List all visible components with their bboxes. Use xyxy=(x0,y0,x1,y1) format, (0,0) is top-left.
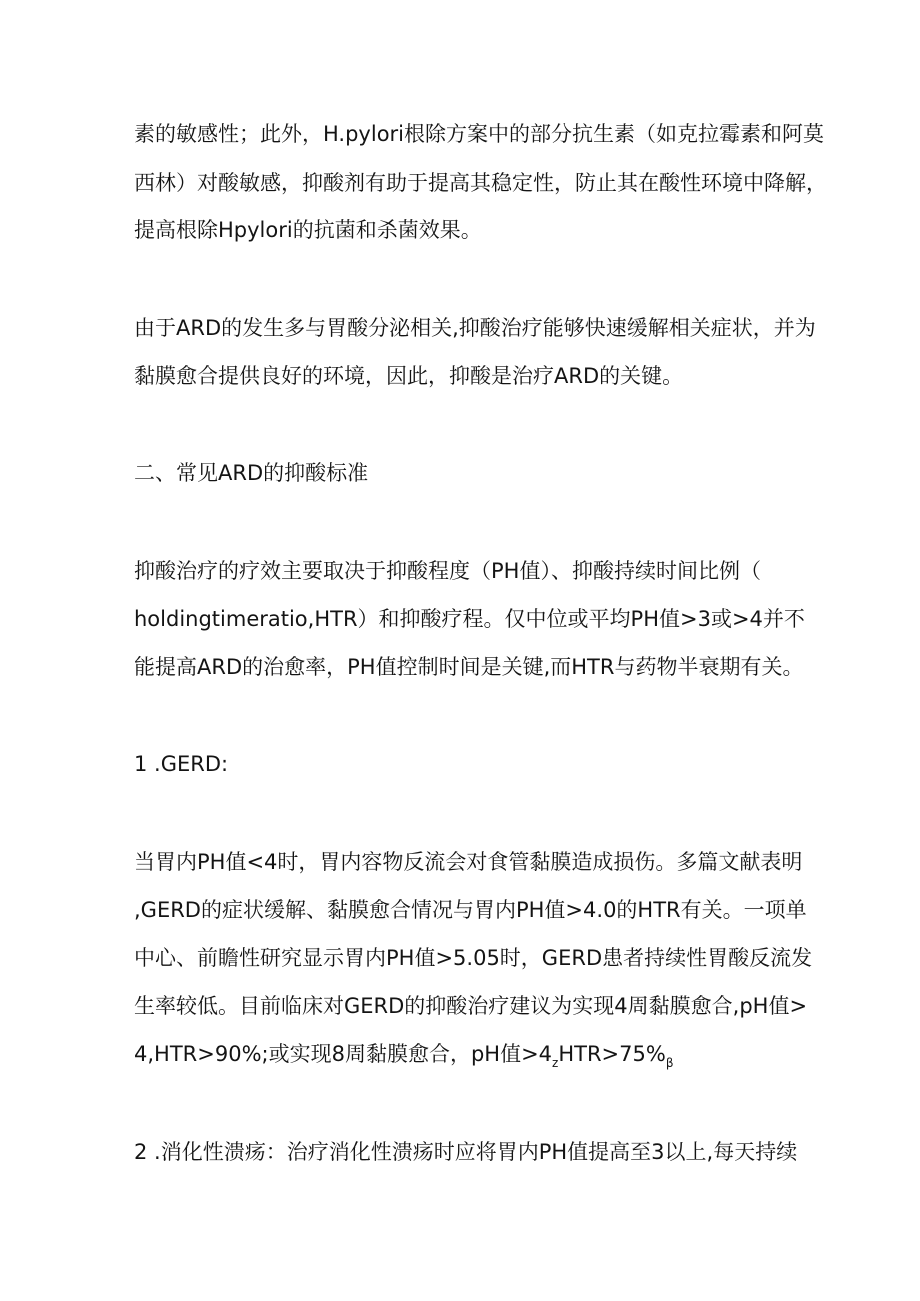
paragraph-2-line-1: 由于ARD的发生多与胃酸分泌相关,抑酸治疗能够快速缓解相关症状，并为 xyxy=(134,316,816,340)
paragraph-3-line-2: holdingtimeratio,HTR）和抑酸疗程。仅中位或平均PH值>3或>4并不 xyxy=(134,607,805,631)
list-item-gerd: 1 .GERD: xyxy=(134,752,229,776)
paragraph-4-line-3: 中心、前瞻性研究显示胃内PH值>5.05时，GERD患者持续性胃酸反流发 xyxy=(134,946,813,970)
paragraph-4-line-5-part-a: 4,HTR>90%;或实现8周黏膜愈合，pH值>4 xyxy=(134,1042,553,1066)
subscript-z: z xyxy=(552,1056,559,1070)
paragraph-1-line-3: 提高根除Hpylori的抗菌和杀菌效果。 xyxy=(134,218,482,242)
paragraph-3-line-3: 能提高ARD的治愈率，PH值控制时间是关键,而HTR与药物半衰期有关。 xyxy=(134,655,804,679)
paragraph-3-line-1: 抑酸治疗的疗效主要取决于抑酸程度（PH值）、抑酸持续时间比例（ xyxy=(134,559,761,583)
section-heading: 二、常见ARD的抑酸标准 xyxy=(134,461,369,485)
paragraph-4-line-1: 当胃内PH值<4时，胃内容物反流会对食管黏膜造成损伤。多篇文献表明 xyxy=(134,850,803,874)
paragraph-2-line-2: 黏膜愈合提供良好的环境，因此，抑酸是治疗ARD的关键。 xyxy=(134,364,684,388)
list-item-peptic-ulcer: 2 .消化性溃疡：治疗消化性溃疡时应将胃内PH值提高至3以上,每天持续 xyxy=(134,1140,798,1164)
paragraph-4-line-4: 生率较低。目前临床对GERD的抑酸治疗建议为实现4周黏膜愈合,pH值> xyxy=(134,994,808,1018)
paragraph-1-line-1: 素的敏感性；此外，H.pylori根除方案中的部分抗生素（如克拉霉素和阿莫 xyxy=(134,122,825,146)
paragraph-4-line-5-part-b: HTR>75% xyxy=(558,1042,666,1066)
paragraph-4-line-2: ,GERD的症状缓解、黏膜愈合情况与胃内PH值>4.0的HTR有关。一项单 xyxy=(134,898,807,922)
paragraph-4-line-5 xyxy=(134,1039,674,1078)
paragraph-1-line-2: 西林）对酸敏感，抑酸剂有助于提高其稳定性，防止其在酸性环境中降解， xyxy=(134,171,827,195)
subscript-beta: β xyxy=(665,1056,674,1070)
